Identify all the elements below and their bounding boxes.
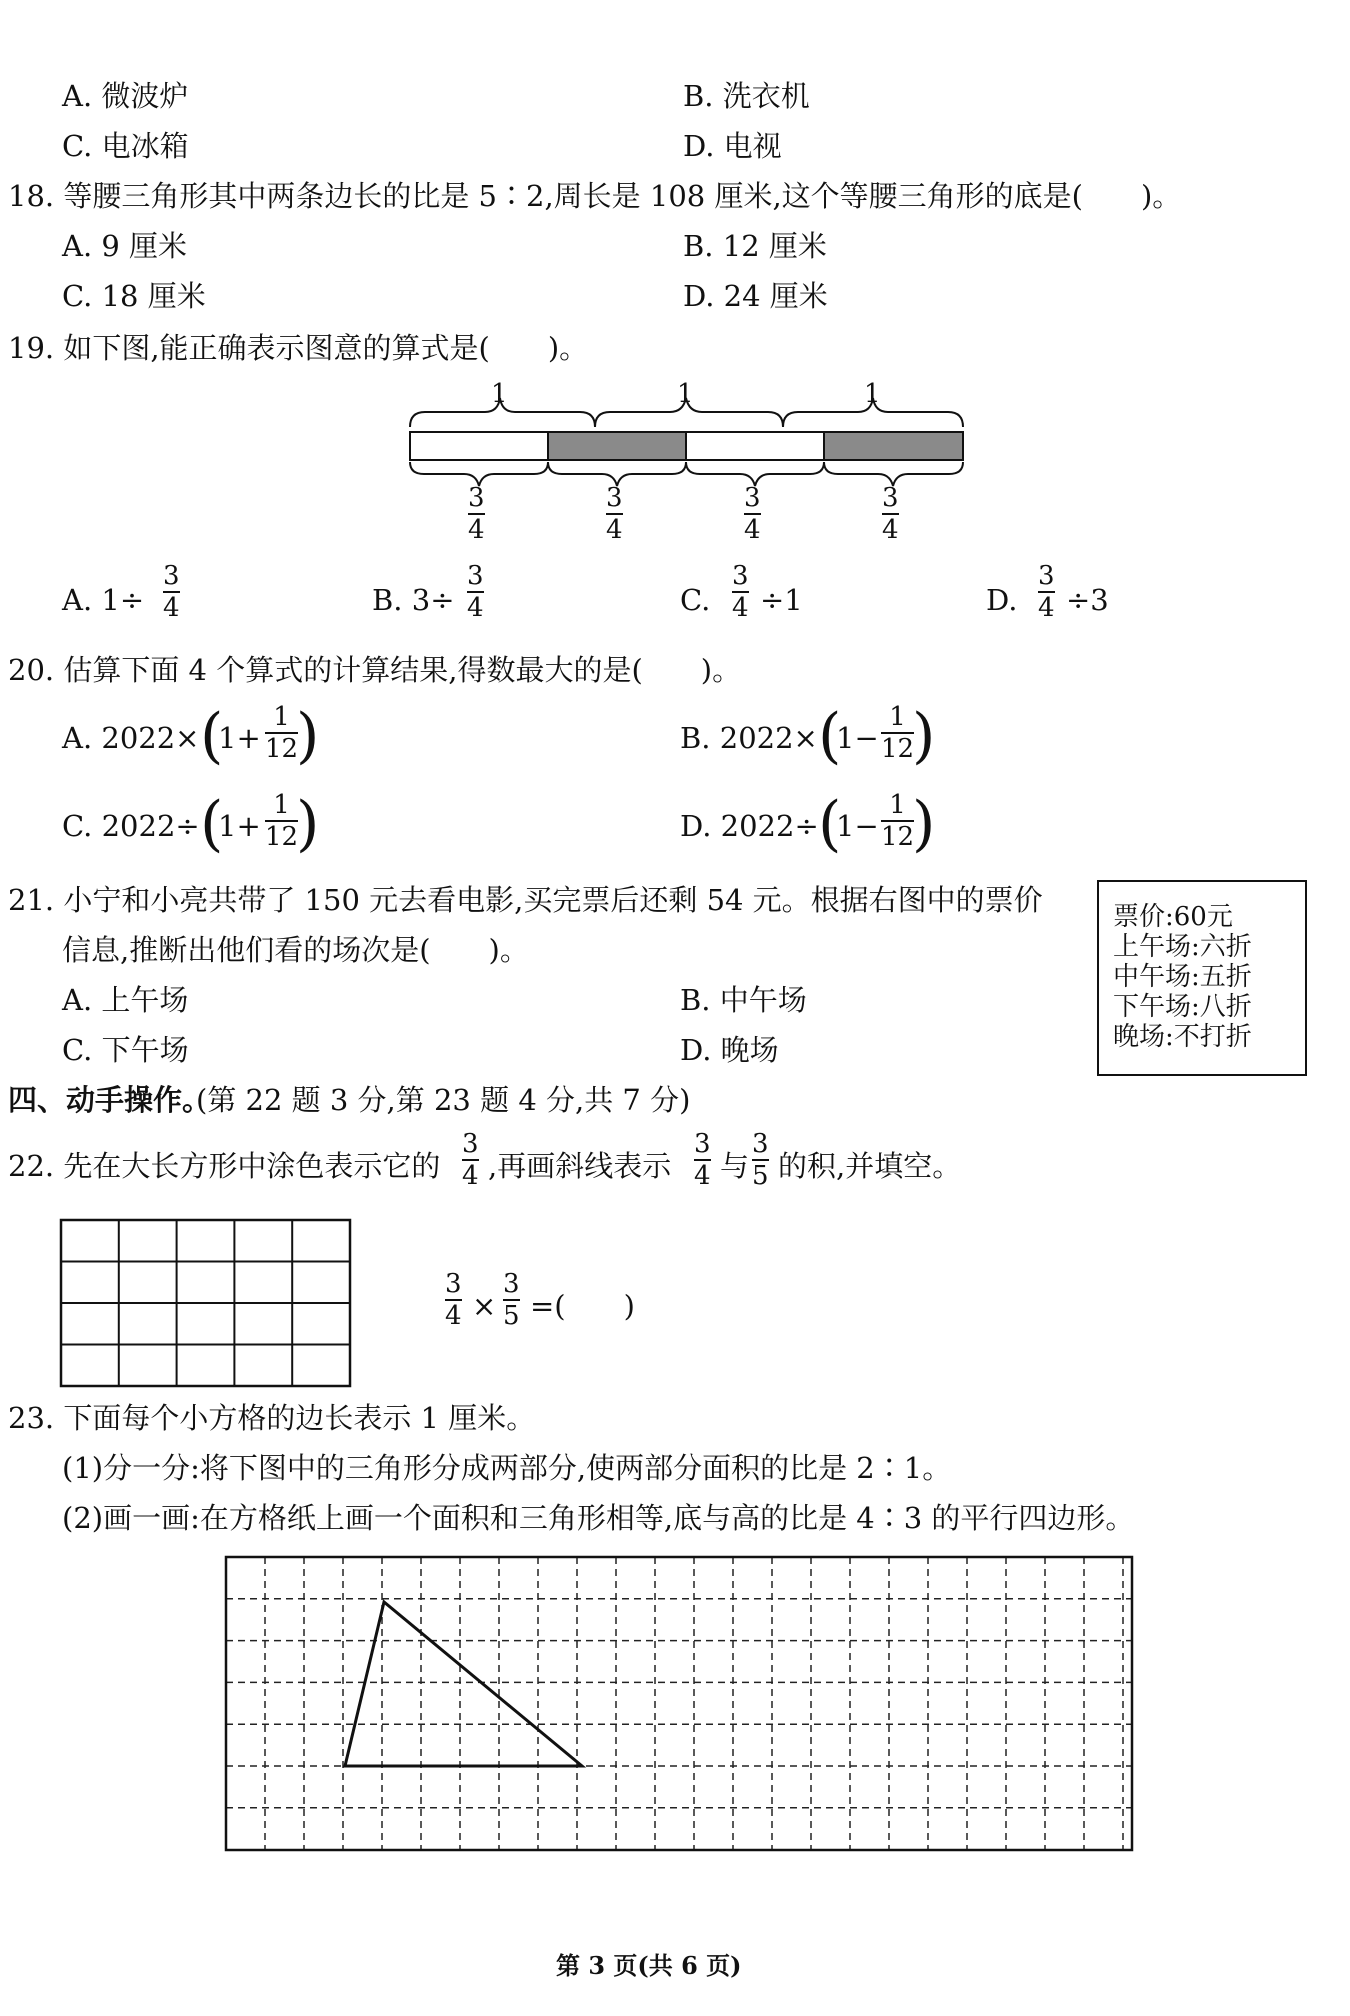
q19-top-label-1: 1 [491, 379, 508, 409]
q20-d-right-paren: ) [912, 789, 936, 859]
q17-option-a: A. 微波炉 [62, 79, 189, 113]
q21-option-a: A. 上午场 [62, 983, 189, 1017]
q17-option-b: B. 洗衣机 [683, 79, 810, 113]
q19-option-c-suffix: ÷1 [760, 583, 803, 617]
q19-stem: 19. 如下图,能正确表示图意的算式是( )。 [8, 331, 589, 365]
q23-triangle [345, 1602, 582, 1766]
q21-option-d: D. 晚场 [680, 1033, 779, 1067]
ticket-price-box [1097, 880, 1307, 1076]
q20-b-left-paren: ( [818, 701, 842, 771]
q19-bottom-fraction-1: 3 4 [468, 483, 485, 545]
q19-option-b: B. 3÷ [372, 583, 455, 617]
q22-stem-a: 22. 先在大长方形中涂色表示它的 [8, 1149, 441, 1183]
q21-option-c: C. 下午场 [62, 1033, 189, 1067]
q20-d-expr: 1− [836, 809, 879, 843]
q22-stem-b: ,再画斜线表示 [488, 1149, 672, 1183]
q19-option-b-fraction: 3 4 [467, 561, 484, 623]
q19-option-d-suffix: ÷3 [1066, 583, 1109, 617]
q19-bottom-fraction-3: 3 4 [744, 483, 761, 545]
q20-c-right-paren: ) [296, 789, 320, 859]
q18-option-c: C. 18 厘米 [62, 279, 206, 313]
section4-title: 四、动手操作。 [8, 1083, 212, 1117]
q19-option-a-fraction: 3 4 [163, 561, 180, 623]
price-line-3: 下午场:八折 [1113, 992, 1252, 1022]
q22-times: × [472, 1289, 497, 1323]
q21-option-b: B. 中午场 [680, 983, 807, 1017]
q22-stem-d: 的积,并填空。 [778, 1149, 962, 1183]
q20-b-right-paren: ) [912, 701, 936, 771]
q20-d-left-paren: ( [818, 789, 842, 859]
q19-option-c: C. [680, 583, 711, 617]
q23-part1: (1)分一分:将下图中的三角形分成两部分,使两部分面积的比是 2∶1。 [62, 1451, 952, 1485]
q21-stem-line1: 21. 小宁和小亮共带了 150 元去看电影,买完票后还剩 54 元。根据右图中的票价 [8, 883, 1043, 917]
q22-equals-blank: =( ) [530, 1289, 635, 1323]
q22-stem-fraction-3: 3 5 [752, 1129, 769, 1191]
q19-option-d-fraction: 3 4 [1038, 561, 1055, 623]
q19-top-label-3: 1 [864, 379, 881, 409]
section4-points: (第 22 题 3 分,第 23 题 4 分,共 7 分) [196, 1083, 691, 1117]
price-line-1: 上午场:六折 [1113, 932, 1252, 962]
q20-b-fraction: 1 12 [881, 702, 915, 764]
q21-stem-line2: 信息,推断出他们看的场次是( )。 [62, 933, 529, 967]
q18-option-d: D. 24 厘米 [683, 279, 828, 313]
q23-part2: (2)画一画:在方格纸上画一个面积和三角形相等,底与高的比是 4∶3 的平行四边形。 [62, 1501, 1135, 1535]
q20-a-left-paren: ( [200, 701, 224, 771]
q20-option-d: D. 2022÷ [680, 809, 819, 843]
q20-a-expr: 1+ [218, 721, 261, 755]
q19-top-label-2: 1 [677, 379, 694, 409]
q20-a-fraction: 1 12 [265, 702, 299, 764]
q22-stem-fraction-2: 3 4 [694, 1129, 711, 1191]
q19-bottom-fraction-4: 3 4 [882, 483, 899, 545]
q20-stem: 20. 估算下面 4 个算式的计算结果,得数最大的是( )。 [8, 653, 742, 687]
q19-option-a: A. 1÷ [62, 583, 145, 617]
q19-option-d: D. [986, 583, 1018, 617]
q23-stem: 23. 下面每个小方格的边长表示 1 厘米。 [8, 1401, 536, 1435]
q22-stem-fraction-1: 3 4 [462, 1129, 479, 1191]
q18-stem: 18. 等腰三角形其中两条边长的比是 5∶2,周长是 108 厘米,这个等腰三角形的底是( )。 [8, 179, 1182, 213]
q22-stem-c: 与 [720, 1149, 750, 1183]
q17-option-c: C. 电冰箱 [62, 129, 189, 163]
q20-c-left-paren: ( [200, 789, 224, 859]
price-line-2: 中午场:五折 [1113, 962, 1252, 992]
q19-option-c-fraction: 3 4 [732, 561, 749, 623]
q22-eq-fraction-1: 3 4 [445, 1269, 462, 1331]
q20-c-expr: 1+ [218, 809, 261, 843]
q20-option-c: C. 2022÷ [62, 809, 200, 843]
q20-b-expr: 1− [836, 721, 879, 755]
q20-c-fraction: 1 12 [265, 790, 299, 852]
price-line-4: 晚场:不打折 [1113, 1022, 1252, 1052]
q20-option-a: A. 2022× [62, 721, 200, 755]
q22-eq-fraction-2: 3 5 [503, 1269, 520, 1331]
price-line-0: 票价:60元 [1113, 902, 1233, 932]
q20-option-b: B. 2022× [680, 721, 818, 755]
q19-bottom-fraction-2: 3 4 [606, 483, 623, 545]
page-footer: 第 3 页(共 6 页) [556, 1951, 742, 1980]
q18-option-a: A. 9 厘米 [62, 229, 188, 263]
q17-option-d: D. 电视 [683, 129, 782, 163]
q20-d-fraction: 1 12 [881, 790, 915, 852]
q20-a-right-paren: ) [296, 701, 320, 771]
q18-option-b: B. 12 厘米 [683, 229, 827, 263]
